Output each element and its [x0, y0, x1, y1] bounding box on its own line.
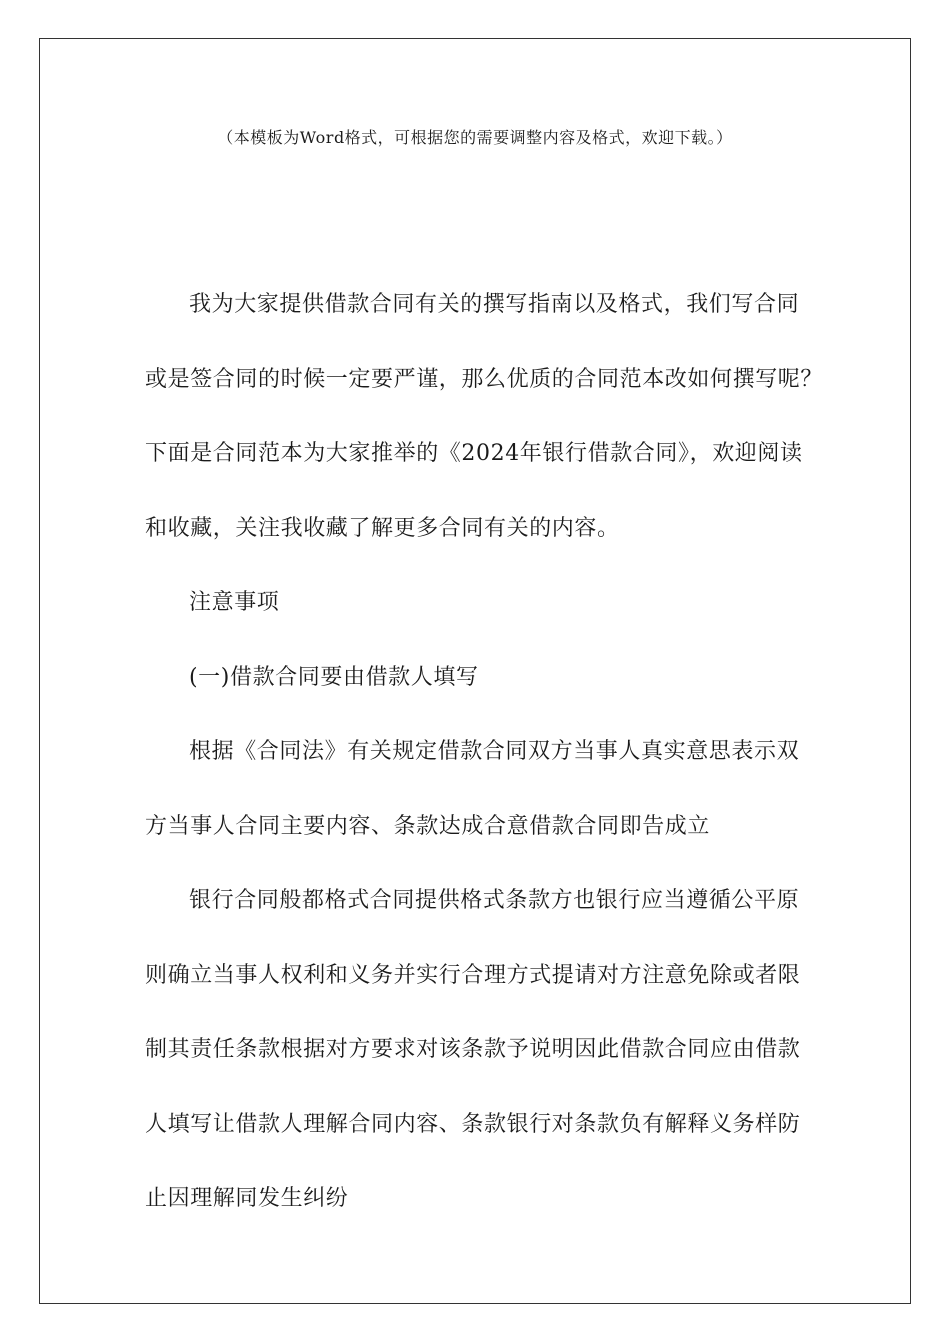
paragraph-line: 和收藏，关注我收藏了解更多合同有关的内容。 — [145, 515, 620, 541]
paragraph-contract-law — [145, 715, 825, 864]
section-heading-notes — [145, 566, 825, 641]
paragraph-line: 人填写让借款人理解合同内容、条款银行对条款负有解释义务样防 — [145, 1111, 801, 1137]
paragraph-line: 方当事人合同主要内容、条款达成合意借款合同即告成立 — [145, 813, 711, 839]
paragraph-line: (一)借款合同要由借款人填写 — [189, 664, 479, 690]
paragraph-intro — [145, 268, 825, 566]
paragraph-line: 止因理解同发生纠纷 — [145, 1186, 349, 1211]
document-body — [145, 268, 825, 1237]
paragraph-bank-format — [145, 864, 825, 1237]
template-note: （本模板为Word格式，可根据您的需要调整内容及格式，欢迎下载。） — [217, 128, 733, 147]
paragraph-line: 则确立当事人权利和义务并实行合理方式提请对方注意免除或者限 — [145, 962, 801, 988]
paragraph-line: 银行合同般都格式合同提供格式条款方也银行应当遵循公平原 — [189, 888, 800, 913]
subheading-borrower-fills — [145, 641, 825, 716]
paragraph-line: 下面是合同范本为大家推举的《2024年银行借款合同》，欢迎阅读 — [145, 441, 803, 466]
paragraph-line: 我为大家提供借款合同有关的撰写指南以及格式，我们写合同 — [189, 292, 800, 317]
paragraph-line: 根据《合同法》有关规定借款合同双方当事人真实意思表示双 — [189, 739, 800, 764]
paragraph-line: 或是签合同的时候一定要严谨，那么优质的合同范本改如何撰写呢？ — [145, 366, 824, 392]
paragraph-line: 制其责任条款根据对方要求对该条款予说明因此借款合同应由借款 — [145, 1037, 801, 1062]
paragraph-line: 注意事项 — [189, 590, 280, 615]
